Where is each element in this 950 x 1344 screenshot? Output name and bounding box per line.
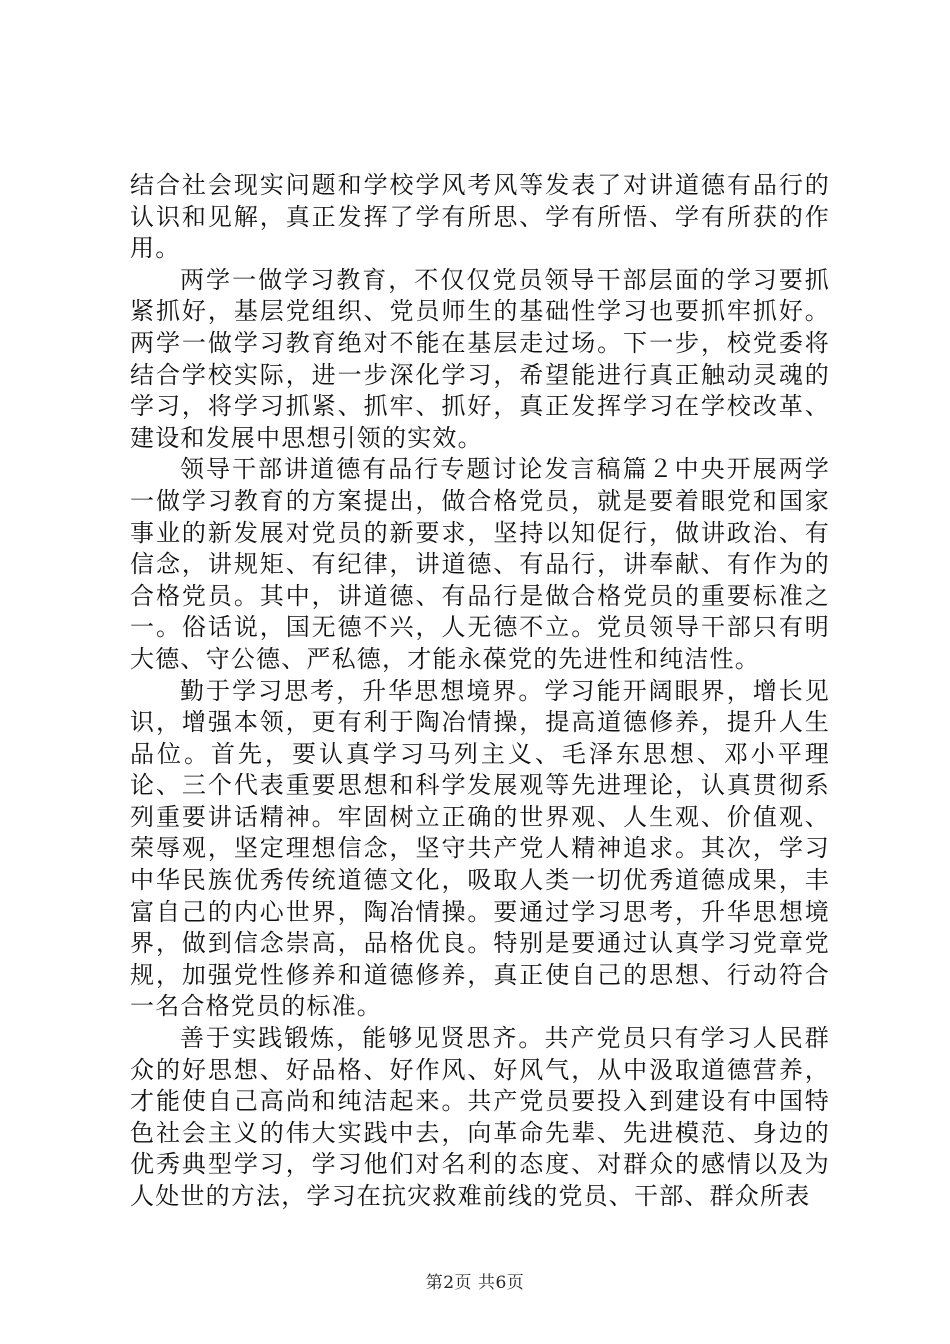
paragraph-study-education: 两学一做学习教育，不仅仅党员领导干部层面的学习要抓紧抓好，基层党组织、党员师生的基础性学习也要抓牢抓好。两学一做学习教育绝对不能在基层走过场。下一步，校党委将结合学校实际，进一步深化学习，希望能进行真正触动灵魂的学习，将学习抓紧、抓牢、抓好，真正发挥学习在学校改革、建设和发展中思想引领的实效。 (130, 265, 830, 452)
paragraph-speech-title: 领导干部讲道德有品行专题讨论发言稿篇２中央开展两学一做学习教育的方案提出，做合格党员，就是要着眼党和国家事业的新发展对党员的新要求，坚持以知促行，做讲政治、有信念，讲规矩、有纪律，讲道德、有品行，讲奉献、有作为的合格党员。其中，讲道德、有品行是做合格党员的重要标准之一。俗话说，国无德不兴，人无德不立。党员领导干部只有明大德、守公德、严私德，才能永葆党的先进性和纯洁性。 (130, 455, 830, 673)
paragraph-continued: 结合社会现实问题和学校学风考风等发表了对讲道德有品行的认识和见解，真正发挥了学有所思、学有所悟、学有所获的作用。 (130, 171, 830, 263)
page-number: 第2页 共6页 (425, 1273, 525, 1293)
document-body (130, 170, 830, 1213)
paragraph-practice: 善于实践锻炼，能够见贤思齐。共产党员只有学习人民群众的好思想、好品格、好作风、好风气，从中汲取道德营养，才能使自己高尚和纯洁起来。共产党员要投入到建设有中国特色社会主义的伟大实践中去，向革命先辈、先进模范、身边的优秀典型学习，学习他们对名利的态度、对群众的感情以及为人处世的方法，学习在抗灾救难前线的党员、干部、群众所表 (130, 1024, 830, 1210)
paragraph-study-thinking: 勤于学习思考，升华思想境界。学习能开阔眼界，增长见识，增强本领，更有利于陶冶情操，提高道德修养，提升人生品位。首先，要认真学习马列主义、毛泽东思想、邓小平理论、三个代表重要思想和科学发展观等先进理论，认真贯彻系列重要讲话精神。牢固树立正确的世界观、人生观、价值观、荣辱观，坚定理想信念，坚守共产党人精神追求。其次，学习中华民族优秀传统道德文化，吸取人类一切优秀道德成果，丰富自己的内心世界，陶冶情操。要通过学习思考，升华思想境界，做到信念崇高，品格优良。特别是要通过认真学习党章党规，加强党性修养和道德修养，真正使自己的思想、行动符合一名合格党员的标准。 (130, 676, 830, 1021)
